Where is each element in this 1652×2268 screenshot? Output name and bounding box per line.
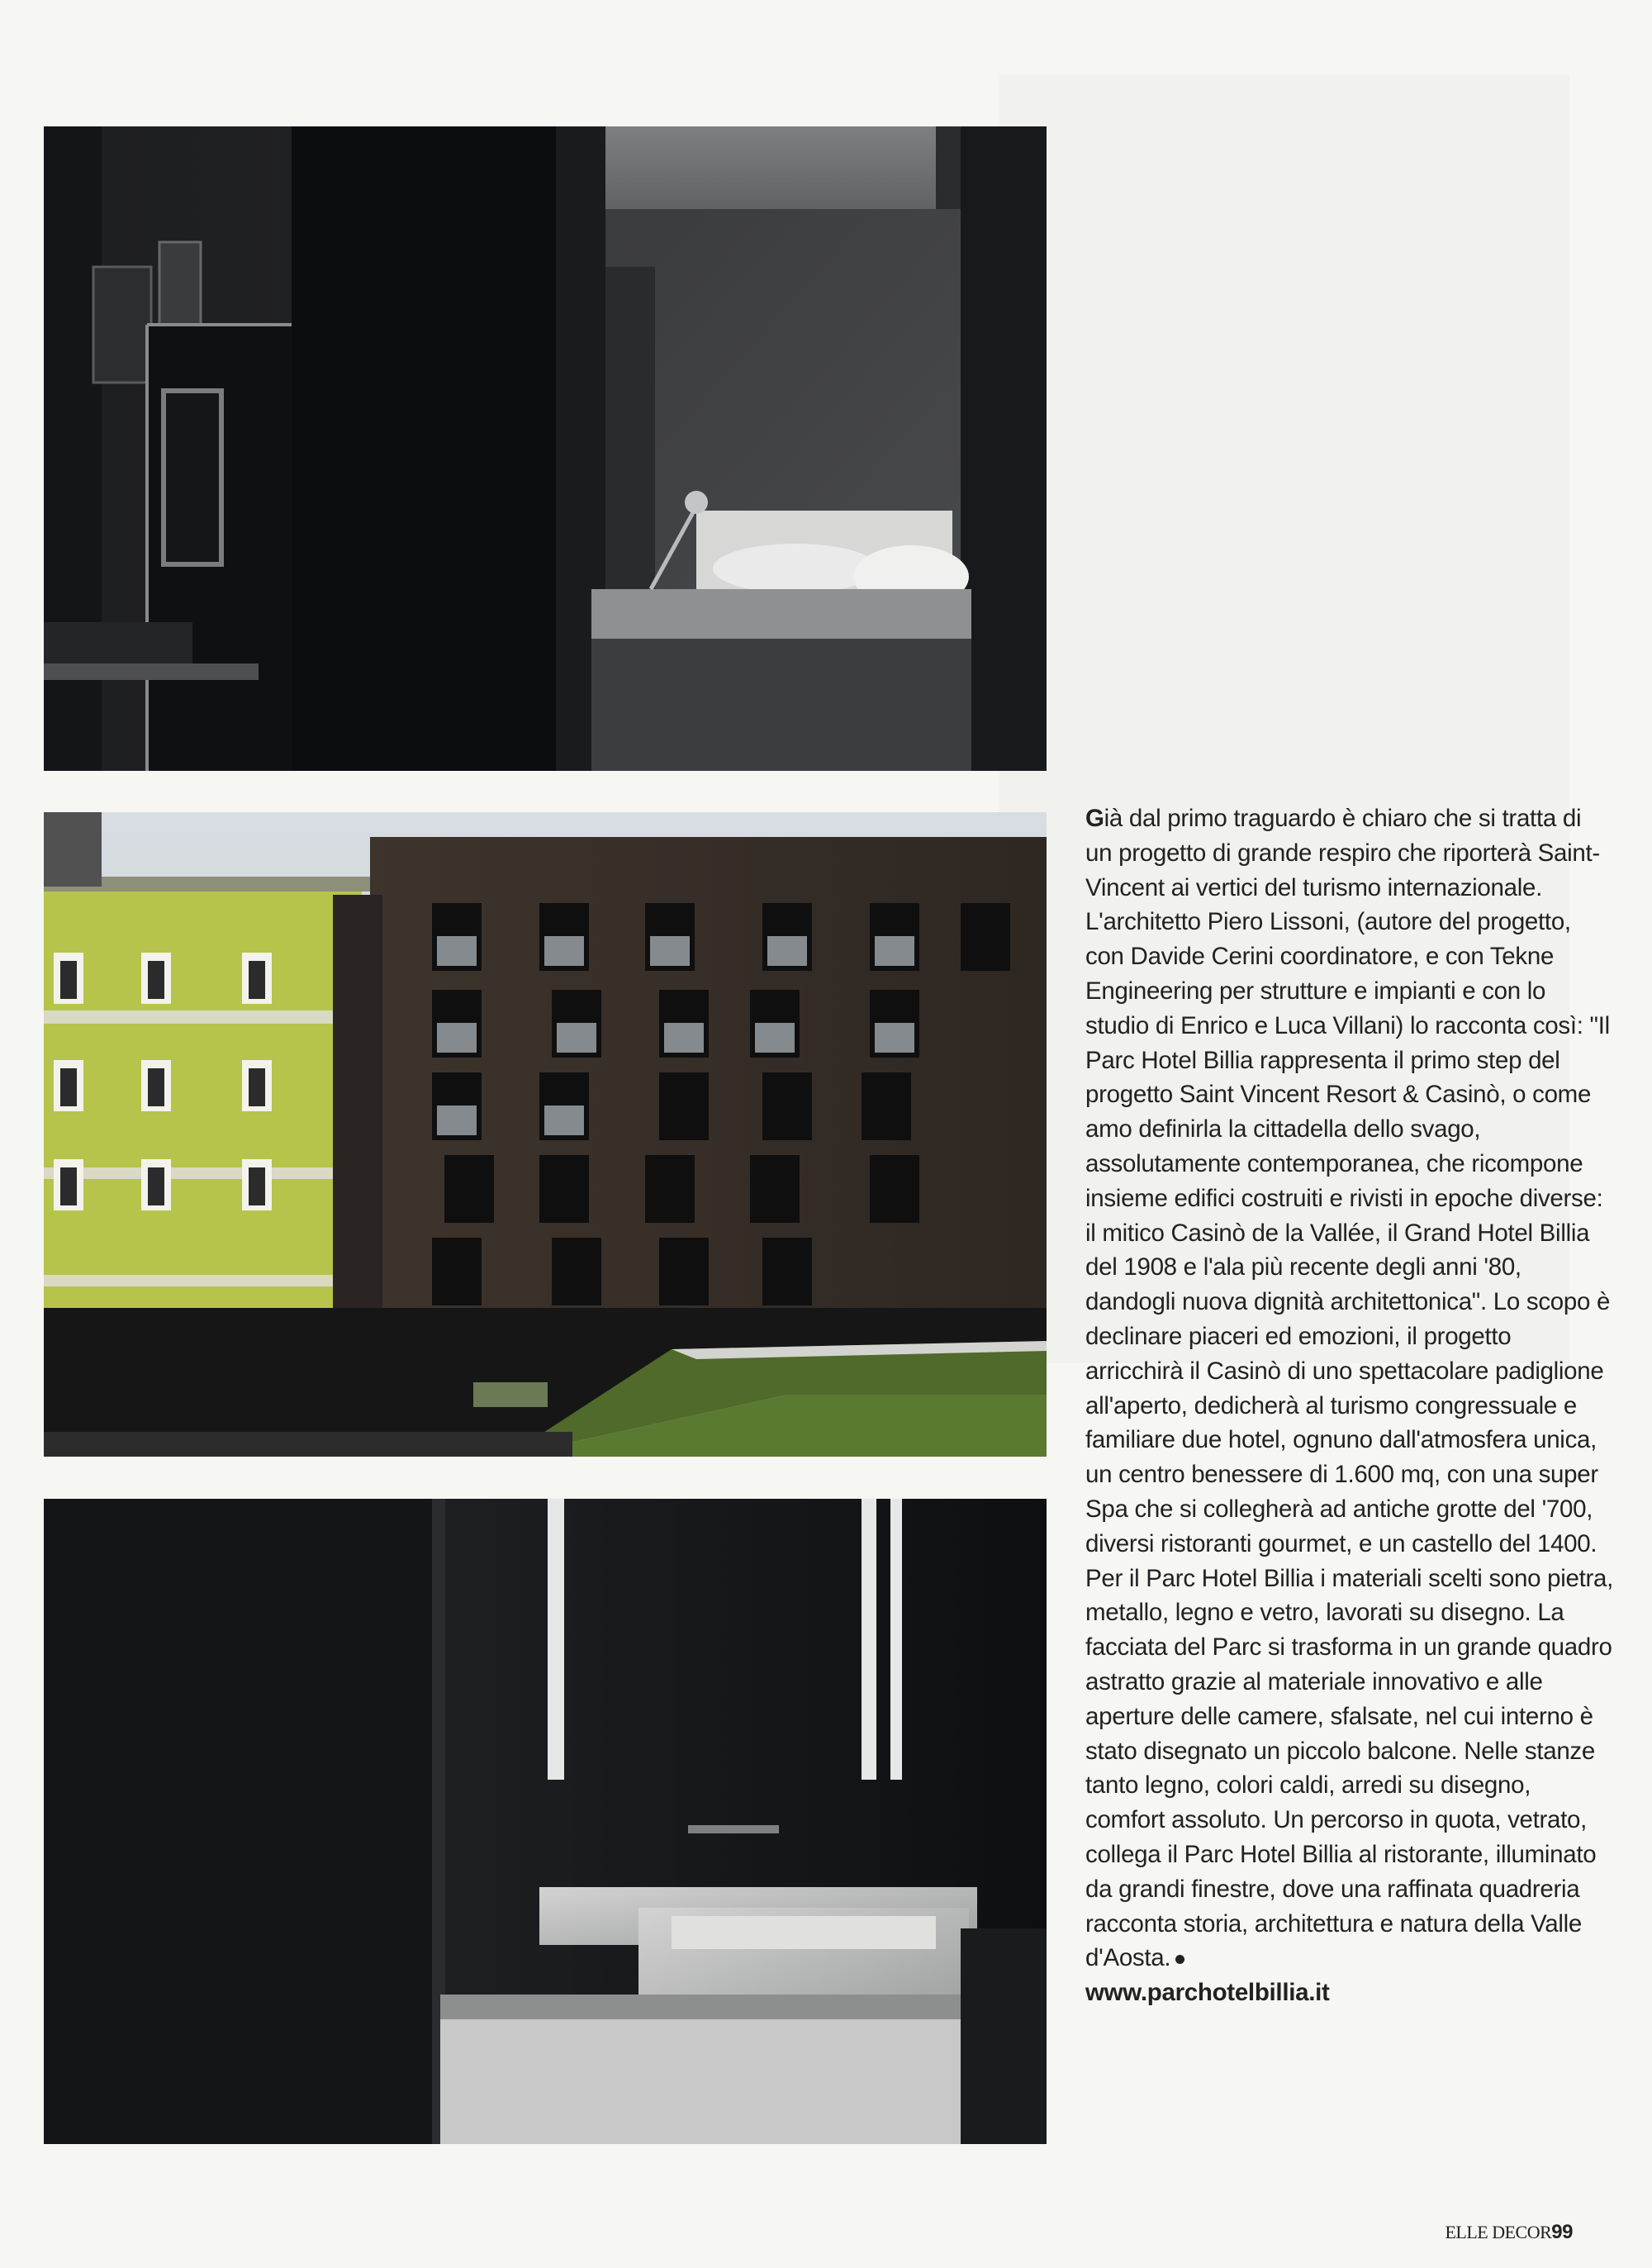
photo-hotel-bathroom xyxy=(44,1499,1047,2144)
page-folio xyxy=(1445,2221,1573,2244)
article-text: ià dal primo traguardo è chiaro che si tratta di un progetto di grande respiro che riporterà Saint-Vincent ai vertici del turismo internazionale. L'architetto Piero Lissoni, (autore del progetto, con Davide Cerini coordinatore, e con Tekne Engineering per strutture e impianti e con lo studio di Enrico e Luca Villani) lo racconta così: "Il Parc Hotel Billia rappresenta il primo step del progetto Saint Vincent Resort & Casinò, o come amo definirla la cittadella dello svago, assolutamente contemporanea, che ricompone insieme edifici costruiti e rivisti in epoche diverse: il mitico Casinò de la Vallée, il Grand Hotel Billia del 1908 e l'ala più recente degli anni '80, dandogli nuova dignità architettonica". Lo scopo è declinare piaceri ed emozioni, il progetto arricchirà il Casinò di uno spettacolare padiglione all'aperto, dedicherà al turismo congressuale e familiare due hotel, ognuno dall'atmosfera unica, un centro benessere di 1.600 mq, con una super Spa che si collegherà ad antiche grotte del '700, diversi ristoranti gourmet, e un castello del 1400. Per il Parc Hotel Billia i materiali scelti sono pietra, metallo, legno e vetro, lavorati su disegno. La facciata del Parc si trasforma in un grande quadro astratto grazie al materiale innovativo e alle aperture delle camere, sfalsate, nel cui interno è stato disegnato un piccolo balcone. Nelle stanze tanto legno, colori caldi, arredi su disegno, comfort assoluto. Un percorso in quota, vetrato, collega il Parc Hotel Billia al ristorante, illuminato da grandi finestre, dove una raffinata quadreria racconta storia, architettura e natura della Valle d'Aosta. xyxy=(1085,805,1613,1972)
magazine-name: ELLE DECOR xyxy=(1445,2222,1552,2242)
photo-hotel-facade xyxy=(44,812,1047,1457)
website-link[interactable]: www.parchotelbillia.it xyxy=(1085,1979,1330,2007)
article-body xyxy=(1085,801,1614,2010)
end-mark-icon xyxy=(1175,1955,1184,1964)
page-number: 99 xyxy=(1551,2221,1573,2243)
photo-hotel-bedroom xyxy=(44,126,1047,771)
article-paragraph xyxy=(1085,801,1614,1976)
drop-cap: G xyxy=(1085,805,1104,832)
